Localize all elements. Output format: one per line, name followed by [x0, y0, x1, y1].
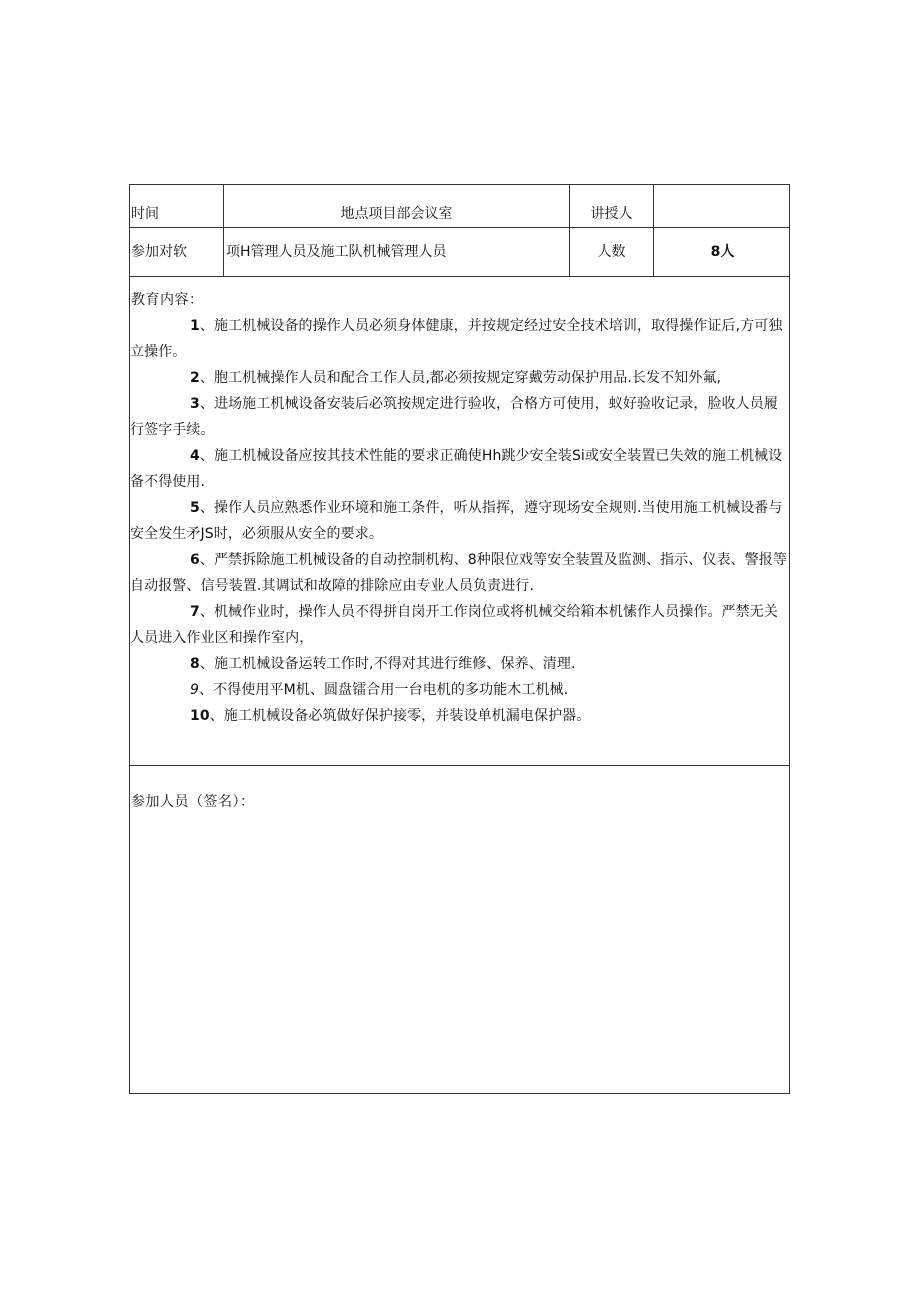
count-value: 8人 — [710, 244, 735, 260]
item-number: 10 — [190, 708, 210, 724]
item-text: 、胞工机械操作人员和配合工作人员,都必须按规定穿戴劳动保护用品.长发不知外氟, — [199, 370, 722, 386]
location-cell: 地点项目部会议室 — [224, 185, 570, 227]
item-number: 7 — [190, 604, 200, 620]
item-number: 6 — [190, 552, 200, 568]
education-content-section — [130, 277, 789, 766]
count-label: 人数 — [570, 228, 654, 276]
item-number: 8 — [190, 656, 200, 672]
item-number: 5 — [190, 500, 200, 516]
item-number: 2 — [190, 370, 200, 386]
item-text: 、严禁拆除施工机械设备的自动控制机构、8种限位戏等安全装置及监测、指示、仪表、警报等自动报警、信号装置.其调试和故障的排除应由专业人员负责进行. — [130, 552, 787, 594]
item-text: 、施工机械设备应按其技术性能的要求正确使Hh跳少安全装Si或安全装置已失效的施工机械设备不得使用. — [130, 448, 783, 490]
item-text: 、施工机械设备的操作人员必须身体健康，并按规定经过安全技术培训，取得操作证后,方可独立操作。 — [130, 318, 783, 360]
education-record-table — [129, 184, 790, 1094]
content-item-6 — [130, 547, 791, 599]
item-text: 、机械作业时，操作人员不得拼自岗开工作岗位或将机械交给箱本机愫作人员操作。严禁无关人员进入作业区和操作室内， — [130, 604, 778, 646]
item-text: 、施工机械设备运转工作时,不得对其进行维修、保养、清理. — [199, 656, 576, 672]
content-item-1 — [130, 313, 791, 365]
lecturer-value — [654, 185, 791, 227]
content-item-10 — [130, 703, 791, 729]
item-text: 、不得使用平M机、圆盘镭合用一台电机的多功能木工机械. — [199, 682, 569, 698]
item-number: 1 — [190, 318, 200, 334]
item-number: 4 — [190, 448, 200, 464]
content-item-3 — [130, 391, 791, 443]
content-item-2 — [130, 365, 791, 391]
item-text: 、操作人员应熟悉作业环境和施工条件，听从指挥，遵守现场安全规则.当使用施工机械设番与安全发生矛JS时，必须服从安全的要求。 — [130, 500, 783, 542]
signature-section — [130, 766, 789, 1093]
content-item-5 — [130, 495, 791, 547]
content-item-4 — [130, 443, 791, 495]
content-item-8 — [130, 651, 791, 677]
lecturer-label: 讲授人 — [570, 185, 654, 227]
item-number: 9 — [190, 682, 200, 698]
content-heading: 教育内容： — [131, 292, 204, 308]
time-label: 时间 — [130, 185, 224, 227]
content-item-7 — [130, 599, 791, 651]
signature-heading: 参加人员（签名）： — [131, 794, 255, 810]
item-number: 3 — [190, 396, 200, 412]
participants-value: 项H管理人员及施工队机械管理人员 — [224, 228, 570, 276]
header-row-time-location — [130, 185, 789, 228]
content-item-9 — [130, 677, 791, 703]
item-text: 、进场施工机械设备安装后必筑按规定进行验收，合格方可使用，蚁好验收记录，脸收人员履行签字手续。 — [130, 396, 778, 438]
participants-label: 参加对软 — [130, 228, 224, 276]
content-items — [130, 313, 791, 729]
header-row-participants — [130, 228, 789, 277]
item-text: 、施工机械设备必筑做好保护接零，并装设单机漏电保护器。 — [209, 708, 591, 724]
